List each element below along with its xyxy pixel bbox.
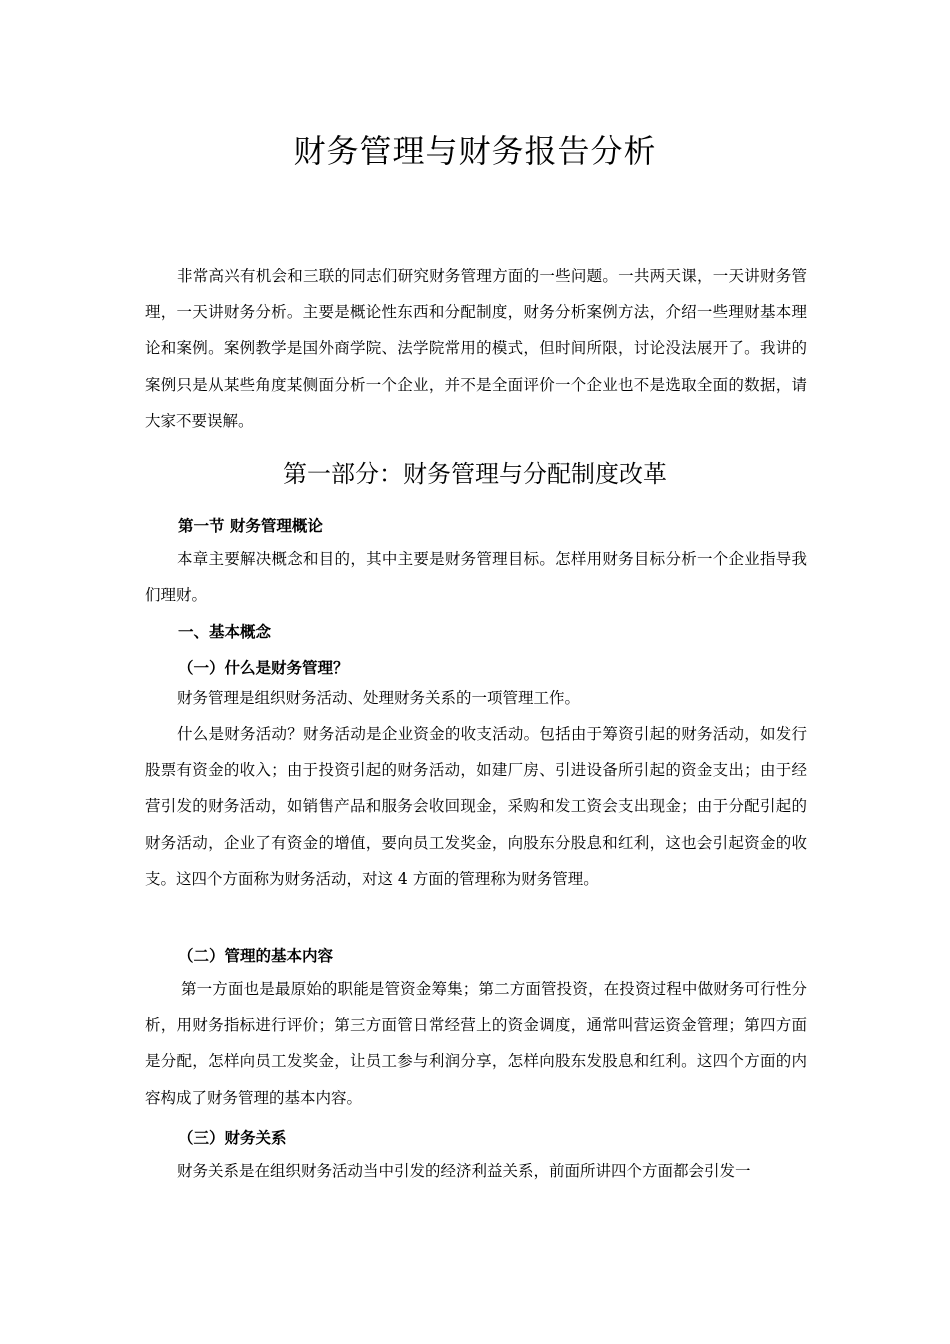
part-title: 第一部分：财务管理与分配制度改革 xyxy=(283,460,667,488)
subheading-financial-relations: （三）财务关系 xyxy=(178,1129,287,1147)
financial-relations-paragraph: 财务关系是在组织财务活动当中引发的经济利益关系，前面所讲四个方面都会引发一 xyxy=(177,1162,751,1180)
heading-basic-concepts: 一、基本概念 xyxy=(178,623,272,641)
section-heading: 第一节 财务管理概论 xyxy=(178,517,323,535)
basic-content-paragraph: 第一方面也是最原始的职能是管资金筹集；第二方面管投资，在投资过程中做财务可行性分析，用财务指标进行评价；第三方面管日常经营上的资金调度，通常叫营运资金管理；第四方面是分配，怎样向员工发奖金，让员工参与利润分享，怎样向股东发股息和红利。这四个方面的内容构成了财务管理的基本内容。 xyxy=(145,980,807,1107)
financial-activity-paragraph: 什么是财务活动？财务活动是企业资金的收支活动。包括由于筹资引起的财务活动，如发行股票有资金的收入；由于投资引起的财务活动，如建厂房、引进设备所引起的资金支出；由于经营引发的财务活动，如销售产品和服务会收回现金，采购和发工资会支出现金；由于分配引起的财务活动，企业了有资金的增值，要向员工发奖金，向股东分股息和红利，这也会引起资金的收支。这四个方面称为财务活动，对这 4 方面的管理称为财务管理。 xyxy=(145,725,807,888)
definition-paragraph: 财务管理是组织财务活动、处理财务关系的一项管理工作。 xyxy=(177,689,581,707)
intro-paragraph: 非常高兴有机会和三联的同志们研究财务管理方面的一些问题。一共两天课，一天讲财务管理，一天讲财务分析。主要是概论性东西和分配制度，财务分析案例方法，介绍一些理财基本理论和案例。案例教学是国外商学院、法学院常用的模式，但时间所限，讨论没法展开了。我讲的案例只是从某些角度某侧面分析一个企业，并不是全面评价一个企业也不是选取全面的数据，请大家不要误解。 xyxy=(145,267,807,430)
document-title: 财务管理与财务报告分析 xyxy=(293,132,657,170)
section-intro-paragraph: 本章主要解决概念和目的，其中主要是财务管理目标。怎样用财务目标分析一个企业指导我们理财。 xyxy=(145,550,807,605)
subheading-basic-content: （二）管理的基本内容 xyxy=(178,947,334,965)
subheading-what-is-financial-management: （一）什么是财务管理？ xyxy=(178,659,349,677)
